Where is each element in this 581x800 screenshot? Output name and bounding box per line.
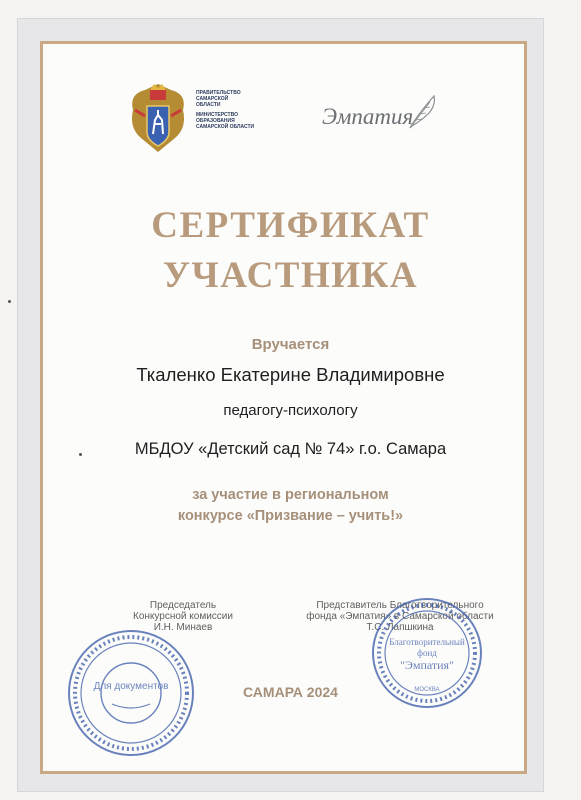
certificate-subtitle: УЧАСТНИКА xyxy=(162,255,419,296)
stamp-left-text: Для документов xyxy=(93,681,169,692)
stamp-right-line-2: фонд xyxy=(417,648,437,658)
signature-chairman: Председатель Конкурсной комиссии И.Н. Минаев xyxy=(133,600,233,633)
stamp-right-line-3: "Эмпатия" xyxy=(400,658,454,672)
stamp-right-line-1: Благотворительный xyxy=(389,637,465,647)
scan-dot xyxy=(8,300,11,303)
samara-coat-of-arms-icon xyxy=(125,80,191,158)
stamp-right-bottom: МОСКВА xyxy=(414,687,440,693)
government-name: ПРАВИТЕЛЬСТВО САМАРСКОЙ ОБЛАСТИ МИНИСТЕРСТВО ОБРАЗОВАНИЯ САМАРСКОЙ ОБЛАСТИ xyxy=(196,90,255,130)
foundation-stamp-icon xyxy=(369,595,485,711)
empathy-logo-text: Эмпатия xyxy=(322,104,414,129)
signature-foundation-representative: Представитель Благотворительного фонда «Эмпатия» в Самарской области Т.С. Лапшкина xyxy=(306,600,494,633)
reason-line-1: за участие в региональном xyxy=(192,487,389,503)
recipient-position: педагогу-психологу xyxy=(223,402,358,419)
feather-icon xyxy=(404,92,440,132)
recipient-organization: МБДОУ «Детский сад № 74» г.о. Самара xyxy=(134,440,447,458)
awarded-to-label: Вручается xyxy=(251,336,330,353)
certificate-title: СЕРТИФИКАТ xyxy=(151,205,430,246)
city-year: САМАРА 2024 xyxy=(243,684,338,700)
scan-dot xyxy=(79,453,82,456)
recipient-name: Ткаленко Екатерине Владимировне xyxy=(136,364,445,385)
ministry-stamp-icon xyxy=(64,626,198,760)
reason-line-2: конкурсе «Призвание – учить!» xyxy=(177,508,404,524)
